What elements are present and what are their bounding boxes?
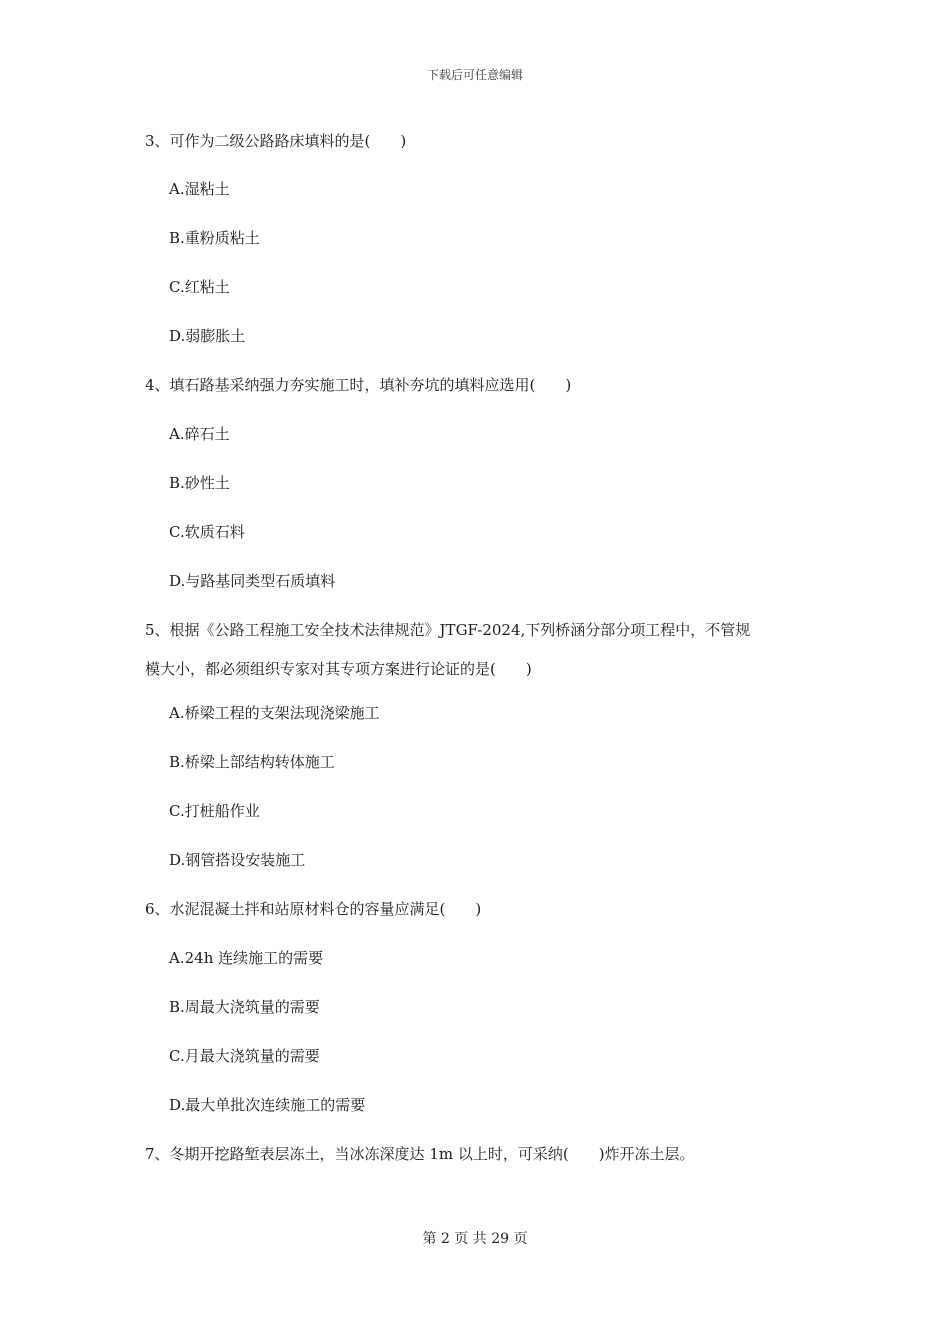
option-b: B.砂性土 [169, 474, 230, 492]
question-3 [145, 122, 825, 361]
question-6 [145, 885, 825, 1130]
option-a: A.碎石土 [169, 425, 230, 443]
question-4 [145, 361, 825, 606]
page-footer: 第 2 页 共 29 页 [422, 1231, 528, 1247]
question-7 [145, 1130, 825, 1179]
question-5 [145, 606, 825, 885]
option-c: C.红粘土 [169, 278, 230, 296]
option-b: B.重粉质粘土 [169, 229, 260, 247]
option-d: D.与路基同类型石质填料 [169, 572, 336, 590]
question-stem-line-1: 5、根据《公路工程施工安全技术法律规范》JTGF-2024,下列桥涵分部分项工程中，不管规 [145, 621, 751, 639]
option-d: D.最大单批次连续施工的需要 [169, 1096, 366, 1114]
option-b: B.桥梁上部结构转体施工 [169, 753, 335, 771]
question-stem: 6、水泥混凝土拌和站原材料仓的容量应满足( ) [145, 900, 482, 918]
question-stem: 3、可作为二级公路路床填料的是( ) [145, 132, 407, 150]
option-c: C.软质石料 [169, 523, 245, 541]
option-a: A.湿粘土 [169, 180, 230, 198]
question-stem: 7、冬期开挖路堑表层冻土，当冰冻深度达 1m 以上时，可采纳( )炸开冻土层。 [145, 1145, 695, 1163]
question-list [145, 122, 825, 1179]
option-c: C.月最大浇筑量的需要 [169, 1047, 320, 1065]
question-stem-line-2: 模大小，都必须组织专家对其专项方案进行论证的是( ) [145, 660, 532, 678]
option-d: D.弱膨胀土 [169, 327, 246, 345]
option-a: A.24h 连续施工的需要 [169, 949, 324, 967]
option-a: A.桥梁工程的支架法现浇梁施工 [169, 704, 380, 722]
option-d: D.钢管搭设安装施工 [169, 851, 306, 869]
question-stem: 4、填石路基采纳强力夯实施工时，填补夯坑的填料应选用( ) [145, 376, 572, 394]
page-header: 下载后可任意编辑 [426, 68, 523, 82]
option-c: C.打桩船作业 [169, 802, 260, 820]
option-b: B.周最大浇筑量的需要 [169, 998, 320, 1016]
